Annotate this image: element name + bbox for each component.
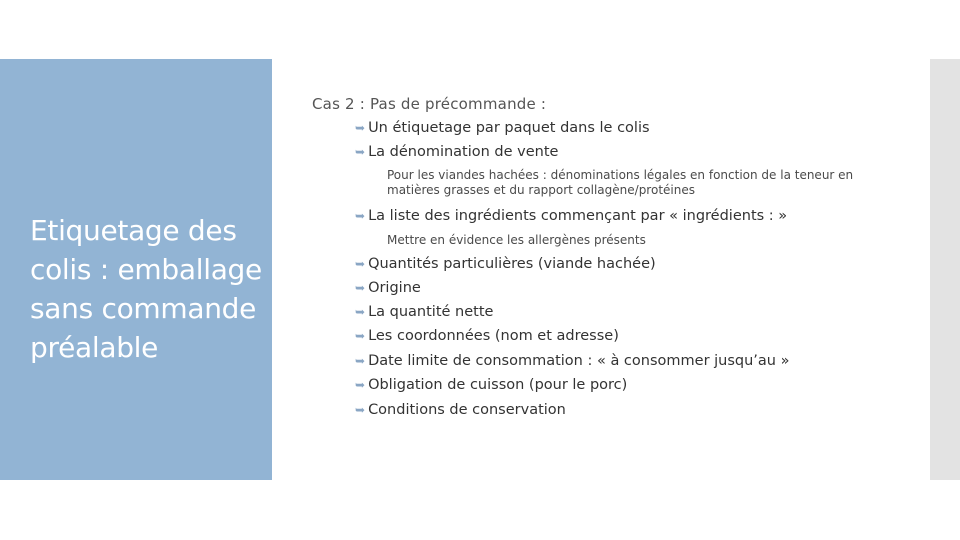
list-item: [355, 278, 421, 298]
section-heading: Cas 2 : Pas de précommande :: [312, 95, 547, 113]
arrow-bullet-icon: ➥: [355, 145, 366, 159]
list-item-text: Obligation de cuisson (pour le porc): [368, 377, 628, 393]
arrow-bullet-icon: ➥: [355, 121, 366, 135]
list-item: [355, 351, 789, 371]
arrow-bullet-icon: ➥: [355, 354, 366, 368]
list-item-text: Quantités particulières (viande hachée): [368, 256, 656, 272]
title-panel: [0, 59, 272, 480]
arrow-bullet-icon: ➥: [355, 209, 366, 223]
list-item: [355, 375, 627, 395]
list-item: [355, 206, 787, 226]
list-item: [355, 400, 566, 420]
arrow-bullet-icon: ➥: [355, 403, 366, 417]
slide-title: Etiquetage des colis : emballage sans commande préalable: [30, 214, 262, 364]
content-area: [312, 93, 912, 418]
list-item-text: La quantité nette: [368, 304, 494, 320]
arrow-bullet-icon: ➥: [355, 378, 366, 392]
list-item-text: Origine: [368, 280, 421, 296]
sub-list-item: Pour les viandes hachées : dénominations légales en fonction de la teneur en matières grasses et du rapport collagène/protéines: [387, 168, 854, 197]
arrow-bullet-icon: ➥: [355, 281, 366, 295]
list-item-text: Date limite de consommation : « à consommer jusqu’au »: [368, 353, 790, 369]
list-item: [355, 254, 656, 274]
sub-list-item: Mettre en évidence les allergènes présents: [387, 233, 646, 247]
list-item-text: Conditions de conservation: [368, 402, 566, 418]
arrow-bullet-icon: ➥: [355, 305, 366, 319]
arrow-bullet-icon: ➥: [355, 329, 366, 343]
right-edge-strip: [930, 59, 960, 480]
list-item: [355, 326, 619, 346]
list-item-text: Les coordonnées (nom et adresse): [368, 328, 619, 344]
list-item: [355, 302, 493, 322]
list-item-text: La liste des ingrédients commençant par « ingrédients : »: [368, 208, 788, 224]
list-item-text: La dénomination de vente: [368, 144, 559, 160]
arrow-bullet-icon: ➥: [355, 257, 366, 271]
list-item: [355, 118, 650, 138]
list-item: [355, 142, 558, 162]
list-item-text: Un étiquetage par paquet dans le colis: [368, 120, 650, 136]
